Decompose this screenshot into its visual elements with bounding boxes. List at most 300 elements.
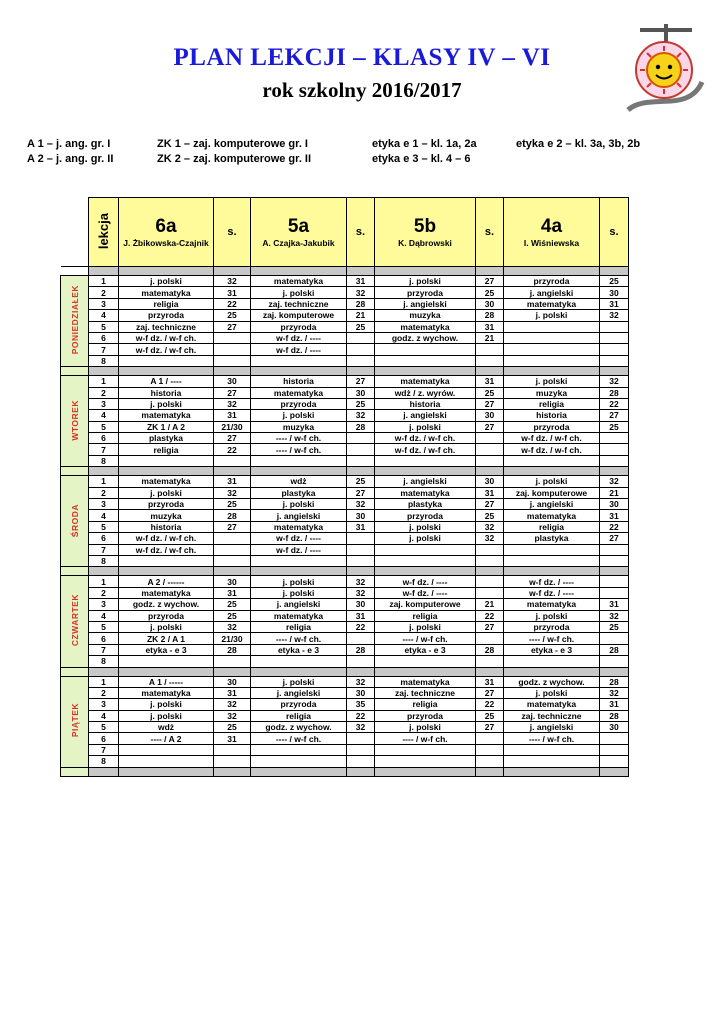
- room-cell: 30: [476, 476, 504, 487]
- separator-cell: [61, 467, 89, 476]
- subject-cell: przyroda: [251, 398, 347, 409]
- room-cell: 27: [476, 421, 504, 432]
- subject-cell: j. polski: [251, 576, 347, 587]
- room-cell: 31: [347, 276, 375, 287]
- subject-cell: j. polski: [119, 699, 214, 710]
- room-cell: [600, 355, 629, 366]
- subject-cell: j. polski: [251, 587, 347, 598]
- lesson-number-cell: 8: [89, 455, 119, 466]
- separator-cell: [61, 767, 89, 776]
- separator-cell: [476, 467, 504, 476]
- room-cell: [347, 656, 375, 667]
- lesson-number-cell: 8: [89, 756, 119, 767]
- subject-cell: etyka - e 3: [375, 644, 476, 655]
- subject-cell: [375, 544, 476, 555]
- legend-col-1: [27, 137, 113, 167]
- subject-cell: matematyka: [119, 287, 214, 298]
- subject-cell: j. angielski: [375, 476, 476, 487]
- subject-cell: religia: [375, 699, 476, 710]
- separator-cell: [214, 567, 251, 576]
- room-cell: [600, 633, 629, 644]
- room-cell: 27: [600, 533, 629, 544]
- subject-cell: [375, 455, 476, 466]
- separator-cell: [476, 567, 504, 576]
- lesson-number-cell: 6: [89, 533, 119, 544]
- subject-cell: plastyka: [119, 433, 214, 444]
- room-cell: [214, 355, 251, 366]
- table-row: [61, 756, 629, 767]
- subject-cell: [375, 756, 476, 767]
- legend-col-2: [157, 137, 311, 167]
- room-cell: 21: [347, 310, 375, 321]
- subject-cell: j. polski: [504, 376, 600, 387]
- subject-cell: matematyka: [375, 676, 476, 687]
- subject-cell: A 2 / ------: [119, 576, 214, 587]
- subject-cell: zaj. komputerowe: [251, 310, 347, 321]
- table-row: [61, 587, 629, 598]
- subject-cell: j. angielski: [504, 722, 600, 733]
- subject-cell: muzyka: [251, 421, 347, 432]
- room-cell: 22: [214, 444, 251, 455]
- subject-cell: przyroda: [119, 610, 214, 621]
- subject-cell: matematyka: [251, 521, 347, 532]
- subject-cell: plastyka: [251, 487, 347, 498]
- subject-cell: [251, 756, 347, 767]
- table-row: [61, 310, 629, 321]
- room-cell: 32: [214, 710, 251, 721]
- separator-cell: [600, 667, 629, 676]
- room-cell: 30: [600, 499, 629, 510]
- separator-cell: [476, 367, 504, 376]
- room-cell: [347, 355, 375, 366]
- room-cell: 31: [347, 610, 375, 621]
- subject-cell: religia: [251, 621, 347, 632]
- subject-cell: ---- / w-f ch.: [251, 733, 347, 744]
- room-cell: 30: [214, 376, 251, 387]
- room-cell: 30: [347, 387, 375, 398]
- subject-cell: ---- / A 2: [119, 733, 214, 744]
- school-logo-icon: [618, 22, 710, 114]
- room-cell: 31: [347, 521, 375, 532]
- separator-cell: [375, 467, 476, 476]
- room-cell: 32: [347, 410, 375, 421]
- room-cell: 22: [347, 710, 375, 721]
- class-header-5a: 5a A. Czajka-Jakubik: [251, 198, 347, 267]
- subject-cell: w-f dz. / w-f ch.: [504, 433, 600, 444]
- room-cell: 27: [476, 621, 504, 632]
- subject-cell: w-f dz. / w-f ch.: [119, 533, 214, 544]
- separator-cell: [347, 467, 375, 476]
- room-cell: 21: [476, 332, 504, 343]
- room-cell: [347, 744, 375, 755]
- subject-cell: zaj. techniczne: [251, 298, 347, 309]
- room-cell: 25: [214, 599, 251, 610]
- room-cell: 22: [214, 298, 251, 309]
- table-row: [61, 599, 629, 610]
- subject-cell: j. polski: [251, 287, 347, 298]
- room-header: s.: [347, 198, 375, 267]
- separator-cell: [504, 367, 600, 376]
- lesson-number-cell: 5: [89, 421, 119, 432]
- subject-cell: plastyka: [375, 499, 476, 510]
- subject-cell: [251, 656, 347, 667]
- table-row: [61, 376, 629, 387]
- lesson-number-cell: 2: [89, 287, 119, 298]
- separator-cell: [119, 667, 214, 676]
- table-row: [61, 656, 629, 667]
- separator-cell: [504, 467, 600, 476]
- room-cell: [214, 744, 251, 755]
- separator-cell: [61, 367, 89, 376]
- lesson-number-cell: 5: [89, 521, 119, 532]
- table-row: [61, 321, 629, 332]
- room-cell: 27: [214, 521, 251, 532]
- room-cell: 25: [214, 722, 251, 733]
- subject-cell: historia: [251, 376, 347, 387]
- subject-cell: ---- / w-f ch.: [504, 733, 600, 744]
- day-label: ŚRODA: [69, 503, 80, 537]
- room-cell: [347, 444, 375, 455]
- separator-cell: [600, 267, 629, 276]
- separator-cell: [375, 367, 476, 376]
- room-cell: 27: [600, 410, 629, 421]
- separator-cell: [504, 267, 600, 276]
- subject-cell: j. polski: [375, 276, 476, 287]
- subject-cell: j. angielski: [375, 298, 476, 309]
- room-cell: [600, 321, 629, 332]
- subject-cell: przyroda: [375, 510, 476, 521]
- separator-cell: [504, 567, 600, 576]
- room-header: s.: [476, 198, 504, 267]
- subject-cell: j. polski: [375, 521, 476, 532]
- table-row: [61, 398, 629, 409]
- separator-cell: [347, 567, 375, 576]
- room-cell: 25: [214, 610, 251, 621]
- room-cell: 32: [600, 687, 629, 698]
- room-cell: 30: [476, 410, 504, 421]
- room-cell: [600, 756, 629, 767]
- subject-cell: [375, 656, 476, 667]
- separator-cell: [251, 567, 347, 576]
- subject-cell: [375, 555, 476, 566]
- subject-cell: j. angielski: [504, 499, 600, 510]
- separator-cell: [119, 467, 214, 476]
- room-cell: [347, 344, 375, 355]
- room-cell: [600, 555, 629, 566]
- room-cell: [214, 332, 251, 343]
- separator-cell: [504, 667, 600, 676]
- table-row: [61, 455, 629, 466]
- lesson-number-cell: 7: [89, 644, 119, 655]
- subject-cell: [504, 332, 600, 343]
- room-cell: 22: [476, 610, 504, 621]
- room-cell: 25: [476, 287, 504, 298]
- subject-cell: w-f dz. / ----: [251, 544, 347, 555]
- separator-cell: [347, 367, 375, 376]
- separator-cell: [347, 667, 375, 676]
- subject-cell: j. polski: [119, 621, 214, 632]
- room-cell: 25: [214, 310, 251, 321]
- separator-cell: [251, 767, 347, 776]
- day-label: CZWARTEK: [69, 594, 80, 647]
- room-cell: 30: [600, 722, 629, 733]
- room-cell: 28: [600, 710, 629, 721]
- subject-cell: religia: [504, 521, 600, 532]
- legend-item: etyka e 2 – kl. 3a, 3b, 2b: [516, 138, 641, 150]
- subject-cell: w-f dz. / ----: [504, 587, 600, 598]
- subject-cell: j. polski: [375, 421, 476, 432]
- room-cell: [600, 744, 629, 755]
- lekcja-header: lekcja: [89, 198, 119, 267]
- lesson-number-cell: 2: [89, 687, 119, 698]
- lesson-number-cell: 7: [89, 544, 119, 555]
- legend-item: A 1 – j. ang. gr. I: [27, 138, 111, 150]
- table-row: [61, 487, 629, 498]
- day-separator-row: [61, 567, 629, 576]
- room-cell: [600, 656, 629, 667]
- room-cell: 35: [347, 699, 375, 710]
- subject-cell: w-f dz. / ----: [375, 576, 476, 587]
- separator-cell: [347, 767, 375, 776]
- subject-cell: przyroda: [119, 310, 214, 321]
- table-header-row: [61, 198, 629, 267]
- table-row: [61, 610, 629, 621]
- room-cell: 31: [214, 476, 251, 487]
- room-cell: [476, 555, 504, 566]
- table-row: [61, 444, 629, 455]
- separator-cell: [89, 667, 119, 676]
- room-cell: [476, 633, 504, 644]
- room-cell: [347, 533, 375, 544]
- day-label-cell: [61, 376, 89, 467]
- lesson-number-cell: 4: [89, 410, 119, 421]
- room-cell: 32: [347, 722, 375, 733]
- subject-cell: [504, 555, 600, 566]
- room-cell: 31: [600, 510, 629, 521]
- room-cell: 32: [600, 476, 629, 487]
- room-cell: 32: [600, 610, 629, 621]
- subject-cell: zaj. techniczne: [375, 687, 476, 698]
- table-row: [61, 733, 629, 744]
- lesson-number-cell: 2: [89, 487, 119, 498]
- room-cell: [476, 756, 504, 767]
- room-cell: 22: [476, 699, 504, 710]
- room-cell: [347, 555, 375, 566]
- subject-cell: zaj. komputerowe: [504, 487, 600, 498]
- room-cell: 32: [214, 487, 251, 498]
- room-cell: [214, 555, 251, 566]
- room-cell: [476, 444, 504, 455]
- subject-cell: j. polski: [251, 676, 347, 687]
- table-row: [61, 387, 629, 398]
- subject-cell: j. angielski: [375, 410, 476, 421]
- corner-cell: [61, 198, 89, 267]
- table-row: [61, 510, 629, 521]
- lesson-number-cell: 4: [89, 310, 119, 321]
- table-row: [61, 499, 629, 510]
- room-cell: 27: [476, 722, 504, 733]
- table-row: [61, 344, 629, 355]
- subject-cell: j. angielski: [504, 287, 600, 298]
- subject-cell: w-f dz. / w-f ch.: [375, 433, 476, 444]
- room-cell: 28: [347, 421, 375, 432]
- subject-cell: [504, 756, 600, 767]
- subject-cell: muzyka: [504, 387, 600, 398]
- room-cell: [476, 656, 504, 667]
- subject-cell: j. polski: [375, 533, 476, 544]
- room-cell: 21/30: [214, 421, 251, 432]
- subject-cell: [504, 544, 600, 555]
- day-label: WTOREK: [69, 399, 80, 441]
- room-cell: [600, 332, 629, 343]
- room-cell: 27: [214, 433, 251, 444]
- subject-cell: matematyka: [119, 410, 214, 421]
- subject-cell: w-f dz. / w-f ch.: [119, 332, 214, 343]
- table-row: [61, 687, 629, 698]
- table-row: [61, 744, 629, 755]
- subject-cell: historia: [375, 398, 476, 409]
- room-cell: [600, 733, 629, 744]
- room-cell: 31: [214, 687, 251, 698]
- room-cell: 25: [600, 276, 629, 287]
- room-cell: 28: [600, 644, 629, 655]
- subject-cell: ZK 2 / A 1: [119, 633, 214, 644]
- room-header: s.: [214, 198, 251, 267]
- subject-cell: [504, 744, 600, 755]
- subject-cell: godz. z wychow.: [504, 676, 600, 687]
- separator-cell: [89, 767, 119, 776]
- legend-item: A 2 – j. ang. gr. II: [27, 153, 114, 165]
- room-cell: 32: [476, 521, 504, 532]
- subject-cell: ---- / w-f ch.: [375, 733, 476, 744]
- room-cell: [600, 444, 629, 455]
- lesson-number-cell: 6: [89, 633, 119, 644]
- subject-cell: ---- / w-f ch.: [375, 633, 476, 644]
- subject-cell: matematyka: [119, 587, 214, 598]
- day-label: PIĄTEK: [69, 703, 80, 738]
- lesson-number-cell: 1: [89, 276, 119, 287]
- subject-cell: [504, 344, 600, 355]
- room-cell: 31: [214, 587, 251, 598]
- room-cell: 32: [476, 533, 504, 544]
- subject-cell: wdż: [119, 722, 214, 733]
- separator-cell: [476, 267, 504, 276]
- subject-cell: w-f dz. / ----: [251, 533, 347, 544]
- table-row: [61, 533, 629, 544]
- room-cell: [214, 344, 251, 355]
- subject-cell: j. polski: [504, 476, 600, 487]
- subject-cell: A 1 / ----: [119, 376, 214, 387]
- day-label-cell: [61, 676, 89, 767]
- room-cell: 25: [476, 387, 504, 398]
- room-cell: [476, 576, 504, 587]
- room-cell: 22: [347, 621, 375, 632]
- room-header: s.: [600, 198, 629, 267]
- day-label-cell: [61, 576, 89, 667]
- subject-cell: w-f dz. / w-f ch.: [119, 344, 214, 355]
- table-row: [61, 633, 629, 644]
- subject-cell: przyroda: [504, 621, 600, 632]
- room-cell: 31: [600, 599, 629, 610]
- room-cell: 25: [476, 710, 504, 721]
- class-header-5b: 5b K. Dąbrowski: [375, 198, 476, 267]
- room-cell: 30: [347, 510, 375, 521]
- room-cell: [347, 733, 375, 744]
- room-cell: 21/30: [214, 633, 251, 644]
- lesson-number-cell: 3: [89, 298, 119, 309]
- table-row: [61, 410, 629, 421]
- separator-cell: [600, 367, 629, 376]
- room-cell: 28: [347, 644, 375, 655]
- subject-cell: matematyka: [119, 687, 214, 698]
- lesson-number-cell: 3: [89, 398, 119, 409]
- subject-cell: [119, 355, 214, 366]
- room-cell: 31: [476, 676, 504, 687]
- subject-cell: [251, 555, 347, 566]
- separator-cell: [251, 667, 347, 676]
- table-row: [61, 421, 629, 432]
- lesson-number-cell: 3: [89, 699, 119, 710]
- subject-cell: zaj. techniczne: [504, 710, 600, 721]
- room-cell: 31: [600, 699, 629, 710]
- lesson-number-cell: 4: [89, 610, 119, 621]
- room-cell: [214, 656, 251, 667]
- day-label: PONIEDZIAŁEK: [69, 285, 80, 355]
- lesson-number-cell: 6: [89, 332, 119, 343]
- subject-cell: wdż: [251, 476, 347, 487]
- subject-cell: matematyka: [504, 298, 600, 309]
- lesson-number-cell: 6: [89, 733, 119, 744]
- table-row: [61, 355, 629, 366]
- room-cell: 21: [600, 487, 629, 498]
- day-label-cell: [61, 276, 89, 367]
- subject-cell: [251, 455, 347, 466]
- page-title: PLAN LEKCJI – KLASY IV – VI: [173, 44, 551, 71]
- subject-cell: godz. z wychow.: [119, 599, 214, 610]
- room-cell: 25: [600, 621, 629, 632]
- subject-cell: j. polski: [119, 710, 214, 721]
- subject-cell: matematyka: [504, 510, 600, 521]
- subject-cell: etyka - e 3: [251, 644, 347, 655]
- room-cell: [600, 576, 629, 587]
- room-cell: 27: [476, 276, 504, 287]
- table-row: [61, 544, 629, 555]
- room-cell: 32: [214, 699, 251, 710]
- class-header-6a: 6a J. Żbikowska-Czajnik: [119, 198, 214, 267]
- room-cell: [600, 344, 629, 355]
- legend-col-3: [372, 137, 477, 167]
- room-cell: 27: [214, 321, 251, 332]
- separator-cell: [214, 367, 251, 376]
- subject-cell: matematyka: [251, 276, 347, 287]
- subject-cell: [375, 744, 476, 755]
- subject-cell: w-f dz. / w-f ch.: [504, 444, 600, 455]
- lesson-number-cell: 5: [89, 321, 119, 332]
- separator-cell: [375, 267, 476, 276]
- subject-cell: [251, 355, 347, 366]
- room-cell: 28: [476, 644, 504, 655]
- subject-cell: [375, 355, 476, 366]
- subject-cell: matematyka: [119, 476, 214, 487]
- subject-cell: [504, 355, 600, 366]
- subject-cell: w-f dz. / w-f ch.: [119, 544, 214, 555]
- room-cell: 30: [347, 599, 375, 610]
- subject-cell: ---- / w-f ch.: [251, 433, 347, 444]
- subject-cell: w-f dz. / w-f ch.: [375, 444, 476, 455]
- subject-cell: ---- / w-f ch.: [251, 633, 347, 644]
- subject-cell: [504, 656, 600, 667]
- room-cell: 25: [476, 510, 504, 521]
